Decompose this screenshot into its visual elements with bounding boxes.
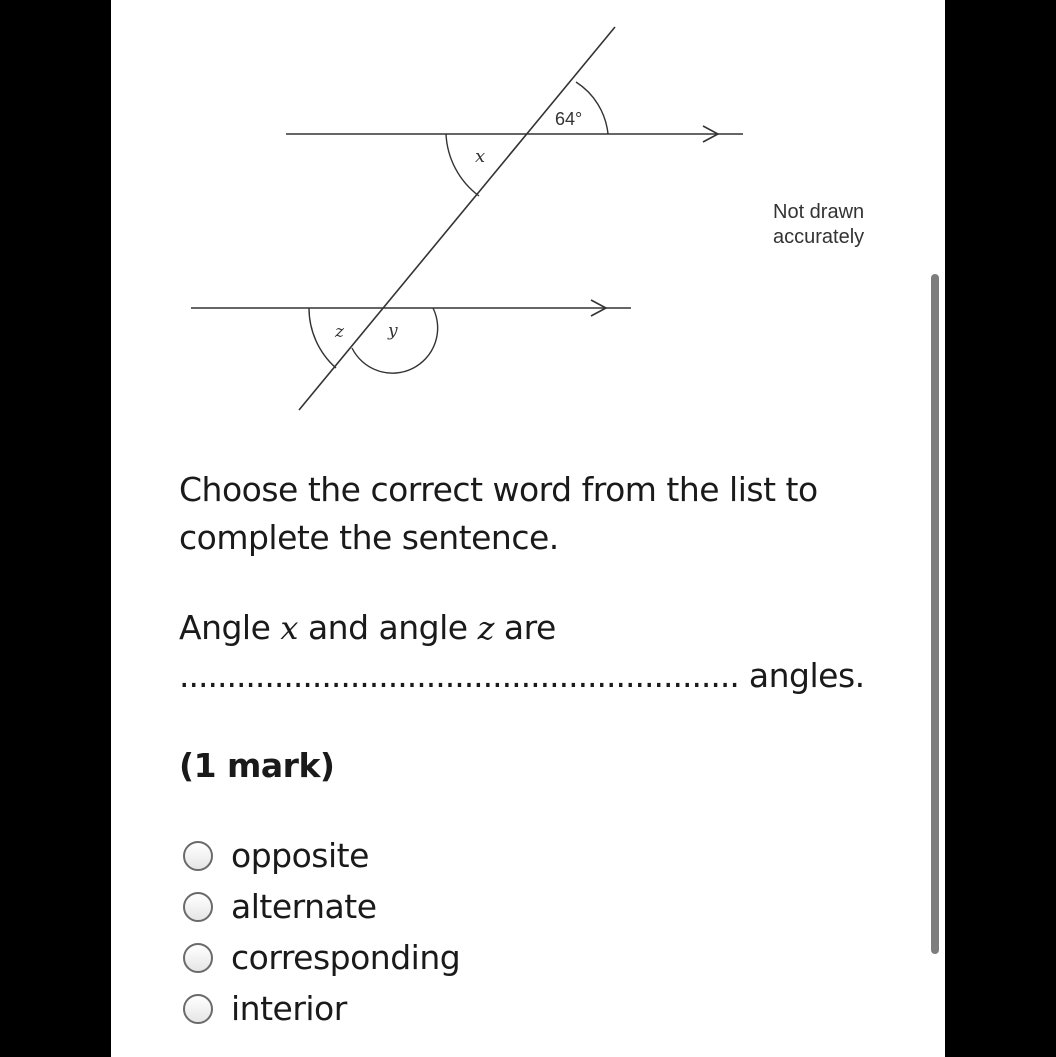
option-label: opposite [231, 836, 369, 875]
option-label: interior [231, 989, 347, 1028]
question-instruction: Choose the correct word from the list to complete the sentence. [179, 470, 818, 557]
option-label: corresponding [231, 938, 461, 977]
option-opposite[interactable] [183, 830, 460, 881]
angle-y-label: y [388, 321, 398, 341]
var-x: x [280, 609, 298, 647]
question-sentence [179, 604, 919, 700]
sentence-part3: are [493, 608, 556, 647]
sentence-end: angles. [738, 656, 865, 695]
sentence-part2: and angle [297, 608, 478, 647]
radio-button[interactable] [183, 943, 213, 973]
option-label: alternate [231, 887, 377, 926]
question-page [111, 0, 945, 1057]
option-alternate[interactable] [183, 881, 460, 932]
not-drawn-note-line1: Not drawn [773, 201, 865, 223]
marks-label: (1 mark) [179, 746, 335, 785]
answer-blank: ........................................................... [179, 656, 739, 695]
scrollbar[interactable] [931, 274, 939, 954]
not-drawn-note-line2: accurately [773, 226, 865, 248]
option-interior[interactable] [183, 983, 460, 1034]
option-corresponding[interactable] [183, 932, 460, 983]
angle-z-label: z [335, 322, 344, 342]
angle-x-label: x [475, 146, 486, 167]
answer-options [183, 830, 460, 1034]
parallel-lines-diagram [111, 0, 945, 430]
sentence-part1: Angle [179, 608, 281, 647]
transversal-line [299, 27, 615, 410]
angle-64-label: 64° [555, 109, 583, 129]
angle-z-arc [309, 308, 336, 368]
radio-button[interactable] [183, 994, 213, 1024]
radio-button[interactable] [183, 841, 213, 871]
var-z: z [477, 609, 494, 647]
radio-button[interactable] [183, 892, 213, 922]
